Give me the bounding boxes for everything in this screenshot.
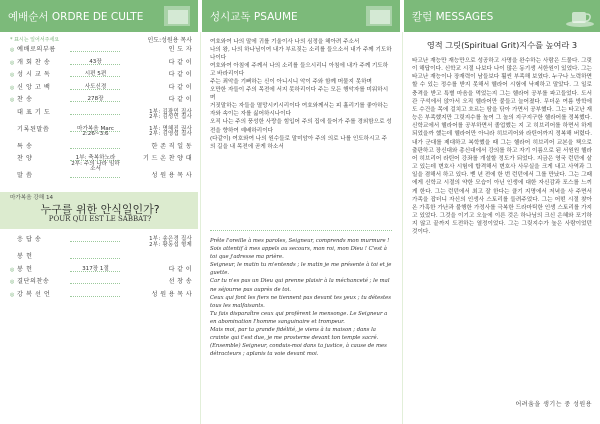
order-rows: [10, 47, 192, 186]
order-label: 말 씀: [17, 172, 33, 179]
bullet-icon: ◎: [10, 47, 15, 53]
message-body: [404, 32, 600, 408]
book-icon: [360, 0, 400, 32]
order-row: [10, 156, 192, 173]
order-label: 신 앙 고 백: [17, 83, 51, 91]
message-panel: [404, 0, 600, 424]
order-row: [10, 72, 192, 85]
order-label: 응 답 송: [17, 236, 42, 244]
message-text: 타고난 재능만 재능만으로 성공하고 사명을 완수하는 사람은 드물다. 그릿이 해답이다. 신학교 시절 나보다 나이 많은 동기생 서한원이 있었다. 그는 타고난 재능이나 장재력이 남들보다 훨씬 부족해 보였다. 누구나 노력하면 할 수 있는 정수를 받지 못해서 헬라어 시험에 낙제하고 말았다. 그 일로 충격을 받고 특별 마음을 먹었는지 그는 헬라어 공부를 파고들었다. 도서관 구석에서 앉아서 오직 헬라어만 붙들고 늘어졌다. 무더운 여름 방학에도 수건을 목에 걸치고 흐르는 땀을 닦아 가면서 공부했다. 그는 타고난 재능은 부족했지만 그릿지수를 높여 그 놀의 지구지구한 헬라어를 정복했다. 신학교에서 헬라어를 공부하면서 졸업했는 지 고 히브리어를 하면서 하게되었을까 했는데 헬라어만 아니라 히브리어와 라틴어까지 정복해 버렸다. 내가 군대를 제대하고 복학했을 때 그는 헬라어 히브리어 교본을 책으로 출판하고 장신대와 총신대에서 강의를 하고 자기 이름으로 된 서원원 헬라어 히브리어 라틴어 강좌를 개설할 정도가 되었다. 지금은 영국 런던에 살고 있는데 변호사 시험에 합격해서 변호사 사무실을 크게 내고 사역과 그 일을 겸해서 하고 있다. 벧 년 전에 한 번 런던에서 그를 만났다. 그는 그때에게 신학교 시절의 약한 모습이 아닌 인생에 대한 자신감과 포스를 느끼게 한다. 그는 런던에서 최고 잘 한다는 클기 지명에서 저녁을 사 주면서 가족을 잡더니 자신의 인생사 스토리를 들려주었다. 그는 어떤 시절 찾아 온 가혹한 가난과 불행한 가정사를 극복한 드라마틱한 인생 스토리를 가지고 있었다. 그것을 이기고 오늘에 이른 것은 하나님의 크신 은혜와 포기하지 않고 끝까지 도전하는 열정이었다. 그는 그릿지수가 높은 사람이었던 것이다.: [412, 58, 592, 236]
order-row: [10, 292, 192, 305]
sermon-title-korean: 누구를 위한 안식일인가?: [40, 203, 160, 217]
psalm-panel: [202, 0, 400, 424]
order-person: 성 원 용 목 사: [151, 172, 192, 179]
psalm-header: [202, 0, 400, 32]
order-label: 봉 헌: [17, 253, 33, 261]
order-person: 1부: 김광민 집사 2부: 김성민 집사: [149, 108, 192, 120]
order-leader-row: [10, 38, 192, 44]
divider: [402, 32, 403, 424]
order-row: [10, 47, 192, 60]
order-row: [10, 237, 192, 254]
order-item: 43장: [89, 58, 102, 65]
order-item: 278장: [87, 96, 104, 102]
worship-title: 예배순서 ORDRE DE CULTE: [8, 11, 144, 23]
bullet-icon: ◎: [10, 72, 15, 78]
message-title: 칼럼 MESSAGES: [412, 11, 494, 23]
order-label: 기록된말씀: [17, 125, 50, 133]
dot-leader: [70, 283, 120, 284]
order-label: 강 복 선 언: [17, 290, 51, 298]
message-heading: 영적 그릿(Spiritual Grit)지수를 높여라 3: [426, 40, 578, 50]
psalm-body: [202, 32, 400, 424]
psalm-korean: 여호와여 나의 말에 귀를 기울이사 나의 심정을 헤아려 주소서 나의 왕, 나의 하나님이여 내가 부르짖는 소리를 들으소서 내가 주께 기도하나이다 여호와여 아침에 주께서 나의 소리를 들으시리니 아침에 내가 주께 기도하고 바라리이다 주는 죄악을 기뻐하는 신이 아니시니 악이 주와 함께 머물지 못하며 오만한 자들이 주의 목전에 서지 못하리이다 주는 모든 행악자를 미워하시며 거짓말하는 자들을 멸망시키시리이다 여호와께서는 피 흘리기를 좋아하는 자와 속이는 자를 싫어하시나이다 오직 나는 주의 풍성한 사랑을 힘입어 주의 집에 들어가 주를 경외함으로 성전을 향하여 예배하리이다 (다같이) 여호와여 나의 원수들로 말미암아 주의 의로 나를 인도하시고 주의 길을 내 목전에 곧게 하소서: [210, 39, 392, 150]
leader-note: * 표시는 일어서주세요: [10, 37, 60, 43]
dot-leader: [70, 51, 120, 52]
psalm-french: Prête l'oreille à mes paroles, Seigneur, comprends mon murmure ! Sois attentif à mes appels au secours, mon roi, mon Dieu ! C'est à toi que j'adresse ma prière. Seigneur, le matin tu m'entends ; le matin je me présente à toi et je guette. Car tu n'es pas un Dieu qui prenne plaisir à la méchanceté ; le mal ne séjourne pas auprès de toi. Ceux qui font les fiers ne tiennent pas devant tes yeux ; tu détestes tous les malfaisants. Tu fais disparaître ceux qui profèrent le mensonge. Le Seigneur a en abomination l'homme sanguinaire et trompeur. Mais moi, par ta grande fidélité, je viens à ta maison ; dans la crainte qui t'est due, je me prosterne devant ton temple sacré. (Ensemble) Seigneur, conduis-moi dans ta justice, à cause de mes détracteurs ; aplanis ta voie devant moi.: [210, 238, 392, 358]
order-label: 결단의찬송: [17, 278, 50, 286]
order-person: 다 같 이: [168, 265, 192, 273]
coffee-cup-icon: [560, 0, 600, 32]
order-label: 특 송: [17, 142, 33, 150]
separator: [210, 230, 392, 231]
bullet-icon: ◎: [10, 266, 15, 273]
dot-leader: [70, 296, 120, 297]
order-row: [10, 254, 192, 267]
sermon-ref: 마가복음 강해 14: [10, 194, 54, 201]
order-row: [10, 279, 192, 292]
order-label: 예배로의부름: [17, 46, 56, 53]
message-signature: 어려움을 생기는 중 성원용: [515, 401, 592, 408]
message-header: [404, 0, 600, 32]
bullet-icon: ◎: [10, 59, 15, 66]
order-item: 사도신경: [84, 83, 107, 90]
dot-leader: [70, 177, 120, 178]
order-row: [10, 97, 192, 110]
bullet-icon: ◎: [10, 279, 15, 286]
bullet-icon: ◎: [10, 97, 15, 103]
order-label: 개 회 찬 송: [17, 58, 51, 66]
order-person: 다 같 이: [168, 96, 192, 103]
order-person: 인 도 자: [168, 46, 192, 53]
psalm-title: 성시교독 PSAUME: [210, 11, 298, 23]
order-person: 1부: 송은경 집사 2부: 황동섭 형제: [149, 236, 192, 248]
order-item: 1부: 축복하노라 2부: 주의 나라 임하소서: [71, 155, 120, 173]
dot-leader: [70, 114, 120, 115]
order-person: 1부: 명혜진 권사 2부: 김영섭 집사: [149, 125, 192, 137]
order-rows-after: [10, 237, 192, 304]
order-item: 마가복음 Marc 2:26~3:6: [77, 125, 114, 138]
order-list: [0, 32, 198, 304]
sermon-title-french: POUR QUI EST LE SABBAT?: [48, 215, 152, 224]
order-person: 다 같 이: [168, 71, 192, 78]
order-person: 기 드 온 찬 양 대: [143, 155, 192, 162]
order-person: 선 창 송: [168, 278, 192, 286]
book-icon: [158, 0, 198, 32]
order-item: 시편 5편: [84, 71, 107, 77]
order-person: 다 같 이: [168, 58, 192, 66]
order-label: 봉 헌: [17, 265, 33, 273]
order-person: 성 원 용 목 사: [151, 290, 192, 298]
leader-name: 인도:성원용 목사: [147, 37, 192, 44]
order-row: [10, 110, 192, 127]
sermon-box: [0, 192, 198, 230]
dot-leader: [70, 258, 120, 259]
bullet-icon: ◎: [10, 291, 15, 298]
worship-panel: [0, 0, 198, 424]
dot-leader: [70, 241, 120, 242]
order-row: [10, 173, 192, 186]
order-row: [10, 127, 192, 144]
order-person: 한 존 직 일 동: [151, 142, 192, 150]
worship-header: [0, 0, 198, 32]
order-label: 찬 양: [17, 155, 33, 162]
order-item: 317장 1절: [82, 265, 109, 272]
order-person: 다 같 이: [168, 83, 192, 91]
dot-leader: [70, 148, 120, 149]
order-label: 성 시 교 독: [17, 71, 51, 78]
divider: [200, 32, 201, 424]
order-label: 대 표 기 도: [17, 108, 51, 116]
bullet-icon: ◎: [10, 84, 15, 91]
order-label: 찬 송: [17, 96, 33, 103]
